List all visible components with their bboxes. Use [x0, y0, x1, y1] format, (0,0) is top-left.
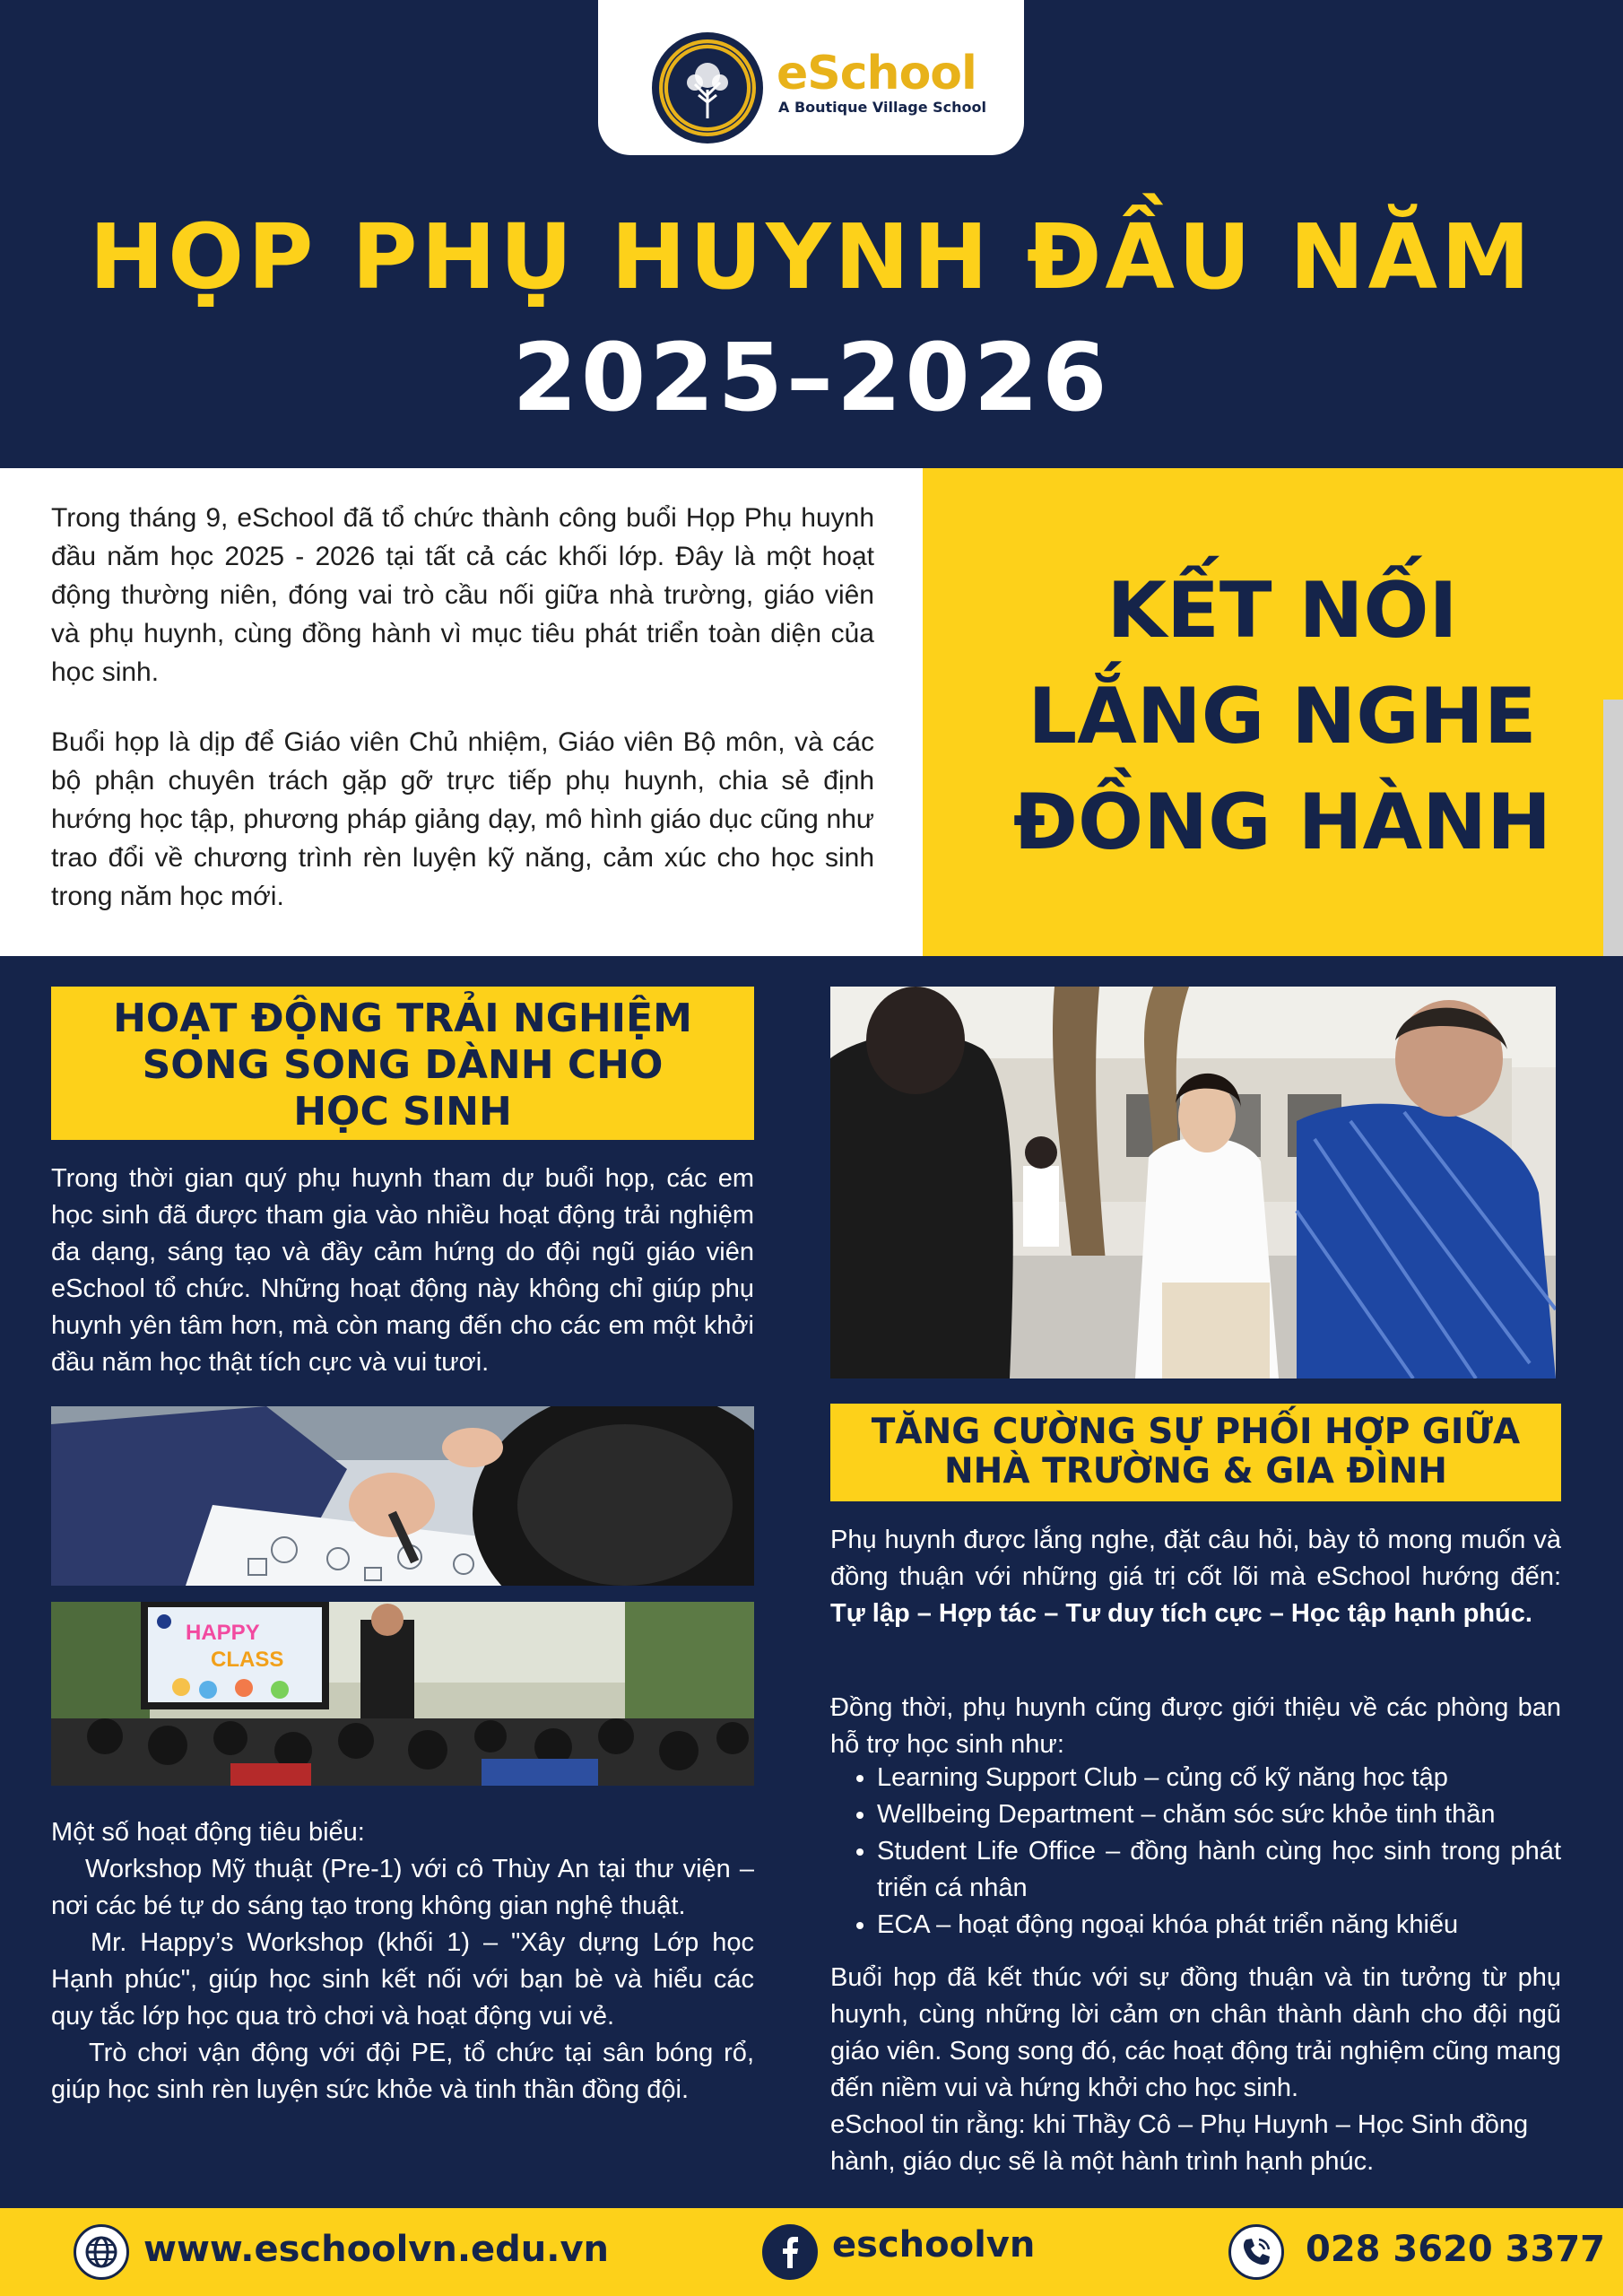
activity-item: Mr. Happy’s Workshop (khối 1) – "Xây dựng Lớp học Hạnh phúc", giúp học sinh kết nối với bạn bè và hiểu các quy tắc lớp học qua trò chơi và hoạt động vui vẻ. [51, 1928, 754, 2031]
slogan-line: KẾT NỐI [1107, 566, 1458, 656]
heading-line: HOẠT ĐỘNG TRẢI NGHIỆM [113, 996, 692, 1041]
collaboration-paragraph [830, 1522, 1561, 1632]
closing-statement: eSchool tin rằng: khi Thầy Cô – Phụ Huynh – Học Sinh đồng hành, giáo dục sẽ là một hành trình hạnh phúc. [830, 2110, 1529, 2176]
activity-item: Trò chơi vận động với đội PE, tổ chức tại sân bóng rổ, giúp học sinh rèn luyện sức khỏe và tinh thần đồng đội. [51, 2039, 754, 2104]
departments-intro: Đồng thời, phụ huynh cũng được giới thiệu về các phòng ban hỗ trợ học sinh như: [830, 1693, 1561, 1759]
slogan-line: LẮNG NGHE [1028, 672, 1537, 761]
facebook-icon [762, 2224, 818, 2280]
activities-title: Một số hoạt động tiêu biểu: [51, 1818, 365, 1847]
slogan-line: ĐỒNG HÀNH [1012, 778, 1552, 867]
core-values: Tự lập – Hợp tác – Tư duy tích cực – Học tập hạnh phúc. [830, 1599, 1532, 1628]
heading-line: SONG SONG DÀNH CHO [142, 1042, 664, 1088]
heading-line: TĂNG CƯỜNG SỰ PHỐI HỢP GIỮA [871, 1412, 1521, 1452]
footer-facebook[interactable]: eschoolvn [832, 2224, 1036, 2266]
photo-students-drawing [51, 1406, 754, 1586]
footer-website[interactable]: www.eschoolvn.edu.vn [143, 2229, 610, 2270]
school-seal-logo [650, 30, 765, 145]
intro-paragraph-1: Trong tháng 9, eSchool đã tổ chức thành công buổi Họp Phụ huynh đầu năm học 2025 - 2026 tại tất cả các khối lớp. Đây là một hoạt động thường niên, đóng vai trò cầu nối giữa nhà trường, giáo viên và phụ huynh, cùng đồng hành vì mục tiêu phát triển toàn diện của học sinh. [51, 503, 874, 687]
phone-icon [1228, 2224, 1284, 2280]
activities-list [51, 1814, 754, 2109]
collaboration-lead: Phụ huynh được lắng nghe, đặt câu hỏi, bày tỏ mong muốn và đồng thuận với những giá trị cốt lõi mà eSchool hướng đến: [830, 1526, 1561, 1591]
brand-tagline: A Boutique Village School [778, 99, 987, 116]
heading-line: NHÀ TRƯỜNG & GIA ĐÌNH [944, 1451, 1447, 1492]
closing-paragraph: Buổi họp đã kết thúc với sự đồng thuận và tin tưởng từ phụ huynh, cùng những lời cảm ơn chân thành dành cho đội ngũ giáo viên. Song song đó, các hoạt động trải nghiệm cũng mang đến niềm vui và hứng khởi cho học sinh. [830, 1963, 1561, 2102]
list-item: • Student Life Office – đồng hành cùng học sinh trong phát triển cá nhân [877, 1833, 1561, 1907]
brand-name: eSchool [777, 47, 976, 100]
screen-text: CLASS [211, 1648, 284, 1672]
section-heading-collaboration [830, 1404, 1561, 1501]
page-year: 2025–2026 [512, 323, 1111, 432]
list-item: • Learning Support Club – củng cố kỹ năng học tập [877, 1760, 1561, 1796]
page-title: HỌP PHỤ HUYNH ĐẦU NĂM [89, 204, 1534, 309]
slogan [950, 558, 1614, 875]
screen-text: HAPPY [186, 1621, 260, 1645]
heading-line: HỌC SINH [293, 1089, 512, 1135]
footer-phone[interactable]: 028 3620 3377 [1306, 2229, 1606, 2270]
list-item: • Wellbeing Department – chăm sóc sức khỏe tinh thần [877, 1796, 1561, 1833]
activity-item: Workshop Mỹ thuật (Pre-1) với cô Thùy An tại thư viện – nơi các bé tự do sáng tạo trong không gian nghệ thuật. [51, 1855, 754, 1920]
list-item: • ECA – hoạt động ngoại khóa phát triển năng khiếu [877, 1907, 1561, 1944]
activities-intro-paragraph: Trong thời gian quý phụ huynh tham dự buổi họp, các em học sinh đã được tham gia vào nhiều hoạt động trải nghiệm đa dạng, sáng tạo và đầy cảm hứng do đội ngũ giáo viên eSchool tổ chức. Những hoạt động này không chỉ giúp phụ huynh yên tâm hơn, mà còn mang đến cho các em một khởi đầu năm học thật tích cực và vui tươi. [51, 1164, 754, 1377]
photo-parent-teacher-meeting [830, 987, 1556, 1378]
departments-list [830, 1760, 1561, 1944]
globe-icon [74, 2224, 129, 2280]
photo-happy-class-workshop [51, 1602, 754, 1786]
section-heading-activities [51, 987, 754, 1140]
intro-paragraph-2: Buổi họp là dịp để Giáo viên Chủ nhiệm, Giáo viên Bộ môn, và các bộ phận chuyên trách gặp gỡ trực tiếp phụ huynh, chia sẻ định hướng học tập, phương pháp giảng dạy, mô hình giáo dục cũng như trao đổi về chương trình rèn luyện kỹ năng, cảm xúc cho học sinh trong năm học mới. [51, 727, 874, 911]
